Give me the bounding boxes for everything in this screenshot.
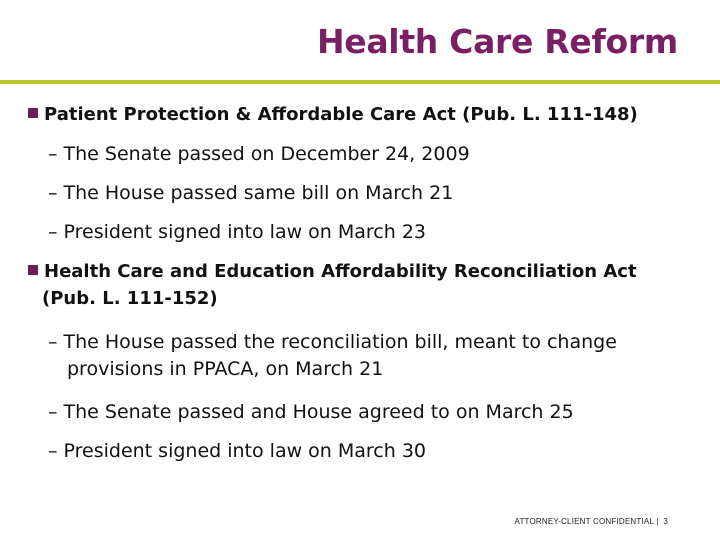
- page-number: 3: [663, 517, 668, 526]
- subitem-house-passed: [48, 180, 698, 207]
- confidential-label: ATTORNEY-CLIENT CONFIDENTIAL |: [514, 517, 659, 526]
- subitem-text: The Senate passed on December 24, 2009: [63, 143, 470, 165]
- subitem-text: President signed into law on March 30: [63, 440, 427, 462]
- subitem-text: The House passed the reconciliation bill, meant to change: [63, 331, 617, 353]
- subitem-text: President signed into law on March 23: [63, 221, 427, 243]
- dash-marker: –: [48, 331, 58, 353]
- subitem-president-signed: [48, 219, 698, 246]
- square-bullet-icon: [28, 265, 38, 275]
- subitem-text: The Senate passed and House agreed to on March 25: [63, 401, 574, 423]
- bullet-text-continued: (Pub. L. 111-152): [42, 288, 218, 309]
- dash-marker: –: [48, 221, 58, 243]
- title-rule: [0, 80, 720, 84]
- footer: [515, 517, 668, 526]
- bullet-reconciliation-act: [28, 258, 698, 312]
- slide-title: Health Care Reform: [316, 22, 678, 61]
- bullet-ppaca: [28, 101, 698, 128]
- subitem-text: The House passed same bill on March 21: [63, 182, 454, 204]
- subitem-house-reconciliation: [48, 329, 698, 383]
- subitem-text-continued: provisions in PPACA, on March 21: [67, 358, 384, 380]
- dash-marker: –: [48, 143, 58, 165]
- subitem-senate-passed: [48, 141, 698, 168]
- dash-marker: –: [48, 401, 58, 423]
- subitem-senate-house-agreed: [48, 399, 698, 426]
- bullet-text: Patient Protection & Affordable Care Act (Pub. L. 111-148): [44, 104, 638, 125]
- square-bullet-icon: [28, 108, 38, 118]
- dash-marker: –: [48, 182, 58, 204]
- bullet-text: Health Care and Education Affordability Reconciliation Act: [44, 261, 637, 282]
- subitem-president-signed-march30: [48, 438, 698, 465]
- dash-marker: –: [48, 440, 58, 462]
